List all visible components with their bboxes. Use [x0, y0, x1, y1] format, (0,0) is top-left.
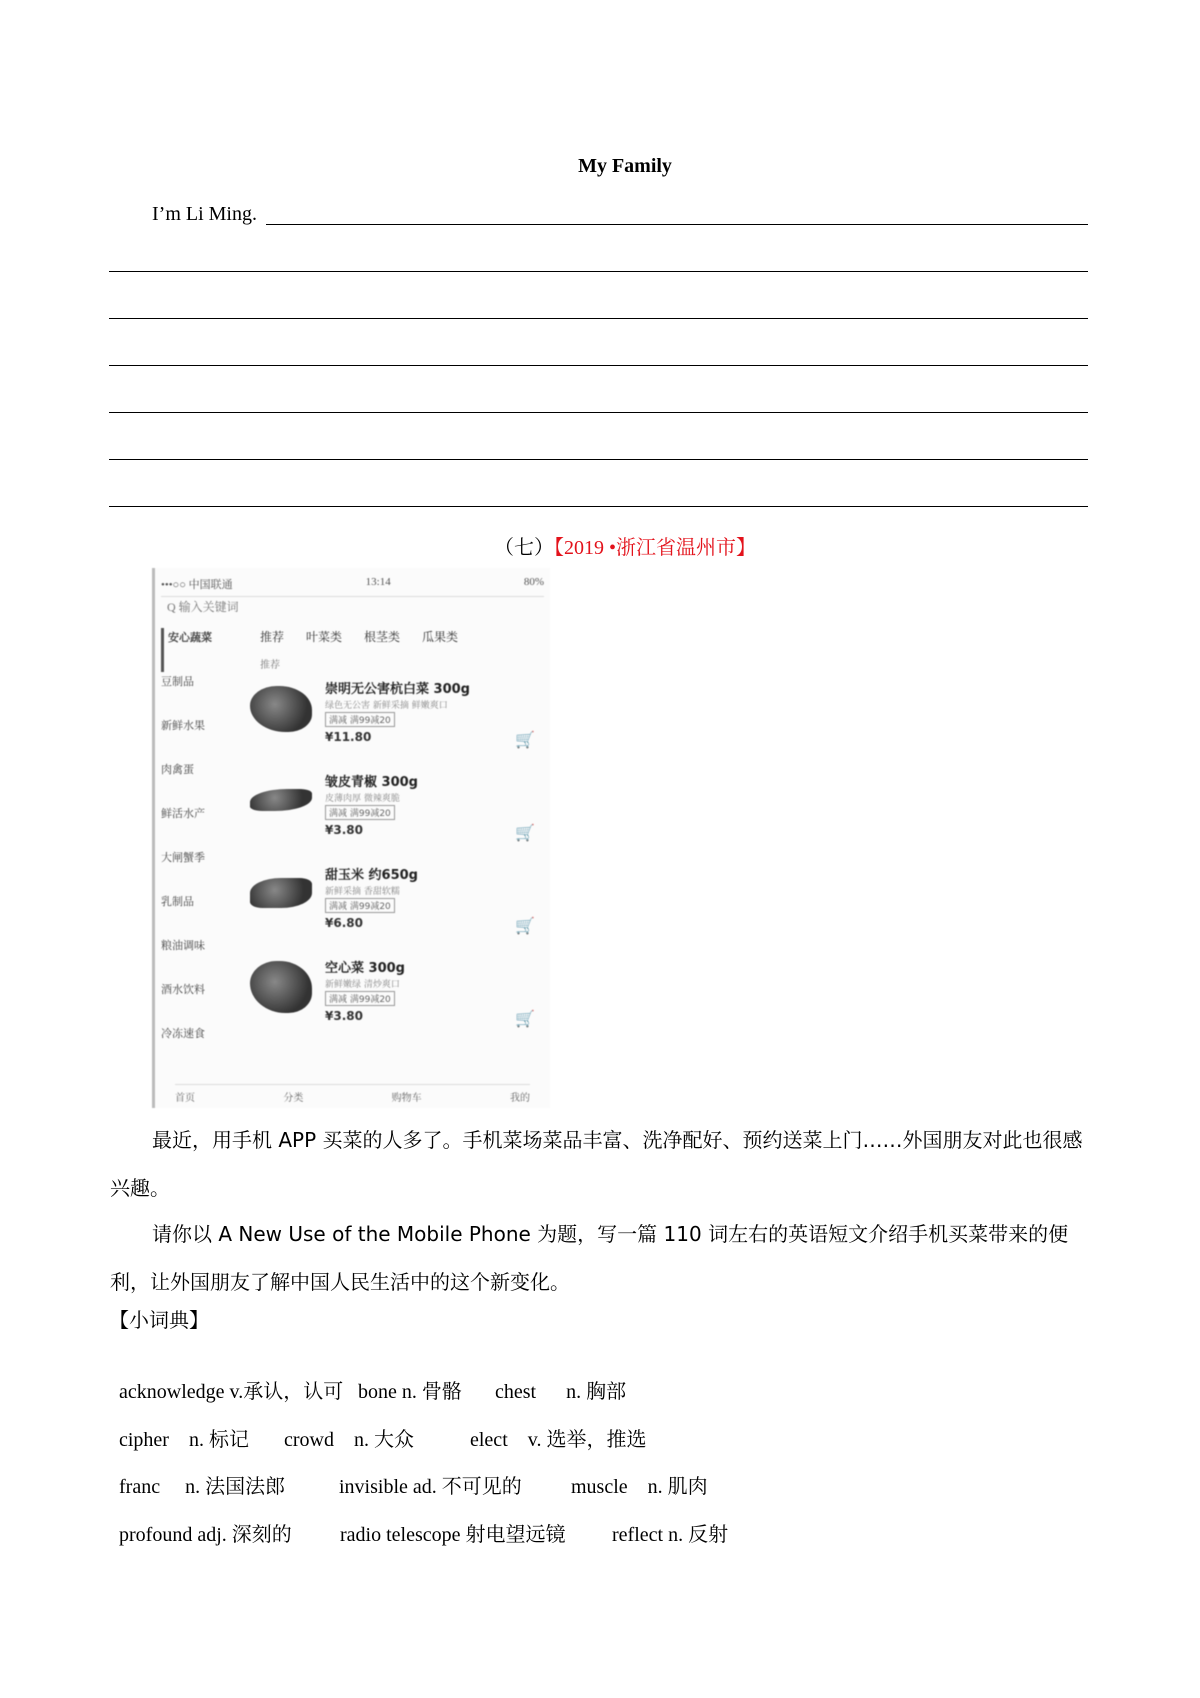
essay-title: My Family: [578, 155, 672, 177]
sidebar-item: 肉禽蛋: [161, 763, 194, 776]
glossary-entry: invisible ad. 不可见的: [339, 1476, 522, 1498]
tab-recommend: 推荐: [260, 630, 285, 644]
product-desc: 皮薄肉厚 微辣爽脆: [325, 794, 400, 804]
glossary-entry: franc n. 法国法郎: [119, 1476, 286, 1498]
product-price: ¥11.80: [325, 730, 372, 744]
product-card: [250, 678, 535, 768]
product-tag: 满减 满99减20: [325, 991, 395, 1006]
writing-line: [109, 459, 1088, 460]
phone-bottom-nav: [175, 1084, 530, 1104]
product-tag: 满减 满99减20: [325, 712, 395, 727]
sidebar-item: 安心蔬菜: [161, 628, 236, 672]
sidebar-item: 豆制品: [161, 675, 194, 688]
glossary-row: [109, 1447, 708, 1499]
nav-home: 首页: [175, 1093, 195, 1104]
product-card: [250, 864, 535, 954]
tab-root: 根茎类: [364, 630, 401, 644]
phone-category-sidebar: [161, 628, 236, 1068]
phone-sub-label: 推荐: [260, 660, 280, 671]
product-price: ¥3.80: [325, 1009, 363, 1023]
essay-intro: I’m Li Ming.: [152, 203, 257, 225]
glossary-entry: profound adj. 深刻的: [119, 1524, 292, 1546]
nav-category: 分类: [283, 1093, 304, 1104]
writing-line: [266, 224, 1088, 225]
phone-app-screenshot: [152, 568, 550, 1108]
product-desc: 新鲜采摘 香甜软糯: [325, 887, 400, 897]
glossary-entry: bone n. 骨骼: [358, 1381, 462, 1403]
glossary-row: [109, 1400, 646, 1452]
product-desc: 绿色无公害 新鲜采摘 鲜嫩爽口: [325, 701, 448, 711]
carrier-label: •••○○ 中国联通: [161, 579, 233, 591]
cart-icon: 🛒: [515, 916, 535, 935]
product-tag: 满减 满99减20: [325, 898, 395, 913]
writing-line: [109, 506, 1088, 507]
nav-cart: 购物车: [391, 1093, 422, 1104]
glossary-row: [109, 1495, 728, 1547]
glossary-entry: acknowledge v.承认，认可: [119, 1381, 344, 1403]
tab-melon: 瓜果类: [422, 630, 459, 644]
phone-status-bar: [161, 576, 544, 597]
vegetable-image: [250, 878, 312, 908]
glossary-entry: muscle n. 肌肉: [571, 1476, 708, 1498]
vegetable-image: [250, 789, 312, 811]
vegetable-image: [250, 961, 312, 1013]
writing-line: [109, 271, 1088, 272]
glossary-entry: cipher n. 标记: [119, 1429, 249, 1451]
product-name: 皱皮青椒 300g: [325, 775, 418, 790]
sidebar-item: 酒水饮料: [161, 983, 205, 996]
glossary-entry: reflect n. 反射: [612, 1524, 729, 1546]
product-price: ¥6.80: [325, 916, 363, 930]
product-tag: 满减 满99减20: [325, 805, 395, 820]
task-paragraph-1: 最近，用手机 APP 买菜的人多了。手机菜场菜品丰富、洗净配好、预约送菜上门……外国朋友对此也很感兴趣。: [110, 1128, 1083, 1200]
product-name: 空心菜 300g: [325, 961, 405, 976]
section-heading: [0, 531, 1200, 560]
task-paragraph-2: 请你以 A New Use of the Mobile Phone 为题，写一篇 110 词左右的英语短文介绍手机买菜带来的便利，让外国朋友了解中国人民生活中的这个新变化。: [110, 1222, 1069, 1294]
cart-icon: 🛒: [515, 730, 535, 749]
product-price: ¥3.80: [325, 823, 363, 837]
product-desc: 新鲜嫩绿 清炒爽口: [325, 980, 400, 990]
sidebar-item: 大闸蟹季: [161, 851, 205, 864]
glossary-heading: 【小词典】: [109, 1308, 209, 1332]
nav-profile: 我的: [509, 1093, 530, 1104]
vegetable-image: [250, 686, 312, 732]
sidebar-item: 新鲜水果: [161, 719, 205, 732]
sidebar-item: 粮油调味: [161, 939, 205, 952]
glossary-entry: elect v. 选举，推选: [470, 1429, 647, 1451]
writing-line: [109, 365, 1088, 366]
clock-label: 13:14: [365, 576, 391, 588]
tab-leafy: 叶菜类: [306, 630, 343, 644]
glossary-entry: radio telescope 射电望远镜: [340, 1524, 566, 1546]
product-name: 崇明无公害杭白菜 300g: [325, 682, 470, 697]
section-source: 【2019 •浙江省温州市】: [553, 537, 756, 559]
writing-line: [109, 318, 1088, 319]
glossary-row: [109, 1352, 626, 1404]
product-name: 甜玉米 约650g: [325, 868, 418, 883]
writing-line: [109, 412, 1088, 413]
sidebar-item: 乳制品: [161, 895, 194, 908]
battery-label: 80%: [523, 576, 544, 588]
phone-category-tabs: [260, 628, 458, 645]
cart-icon: 🛒: [515, 1009, 535, 1028]
sidebar-item: 鲜活水产: [161, 807, 205, 820]
phone-search-field: Q 输入关键词: [167, 600, 239, 614]
glossary-entry: chest n. 胸部: [495, 1381, 627, 1403]
sidebar-item: 冷冻速食: [161, 1027, 205, 1040]
cart-icon: 🛒: [515, 823, 535, 842]
glossary-entry: crowd n. 大众: [284, 1429, 414, 1451]
product-card: [250, 771, 535, 861]
product-card: [250, 957, 535, 1047]
section-number: （七）: [493, 537, 554, 559]
